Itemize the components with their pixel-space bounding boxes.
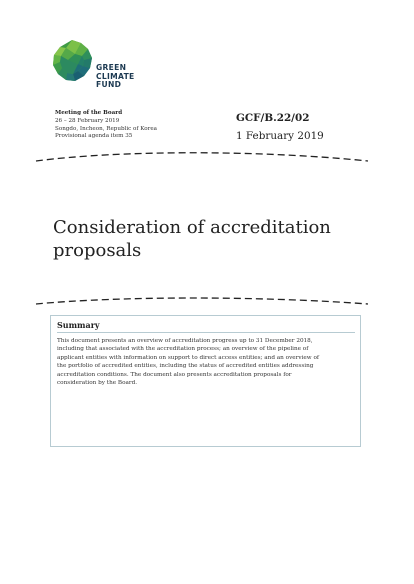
document-date: 1 February 2019 <box>236 130 324 142</box>
summary-line: including that associated with the accreditation process; an overview of the pipeline of <box>57 346 309 353</box>
logo-line: FUND <box>96 80 122 90</box>
document-number: GCF/B.22/02 <box>236 112 310 124</box>
summary-line: consideration by the Board. <box>57 380 138 387</box>
page-title <box>53 216 331 262</box>
logo-line: GREEN <box>96 63 127 72</box>
summary-text <box>57 337 357 387</box>
logo-line: CLIMATE <box>96 71 135 81</box>
summary-line: applicant entities with information on support to direct access entities; and an overview of <box>57 354 319 361</box>
summary-heading: Summary <box>57 320 355 333</box>
title-line: proposals <box>53 240 142 261</box>
meeting-location: Songdo, Incheon, Republic of Korea <box>55 125 157 132</box>
summary-line: the portfolio of accredited entities, including the status of accredited entities addressing <box>57 363 314 370</box>
summary-box <box>50 315 361 447</box>
summary-line: accreditation conditions. The document also presents accreditation proposals for <box>57 371 292 378</box>
summary-line: This document presents an overview of accreditation progress up to 31 December 2018, <box>57 338 313 344</box>
bottom-dashed-curve <box>36 298 368 304</box>
meeting-dates: 26 – 28 February 2019 <box>55 117 120 124</box>
title-line: Consideration of accreditation <box>53 217 331 238</box>
meeting-title: Meeting of the Board <box>55 110 123 116</box>
agenda-item: Provisional agenda item 35 <box>55 133 133 140</box>
